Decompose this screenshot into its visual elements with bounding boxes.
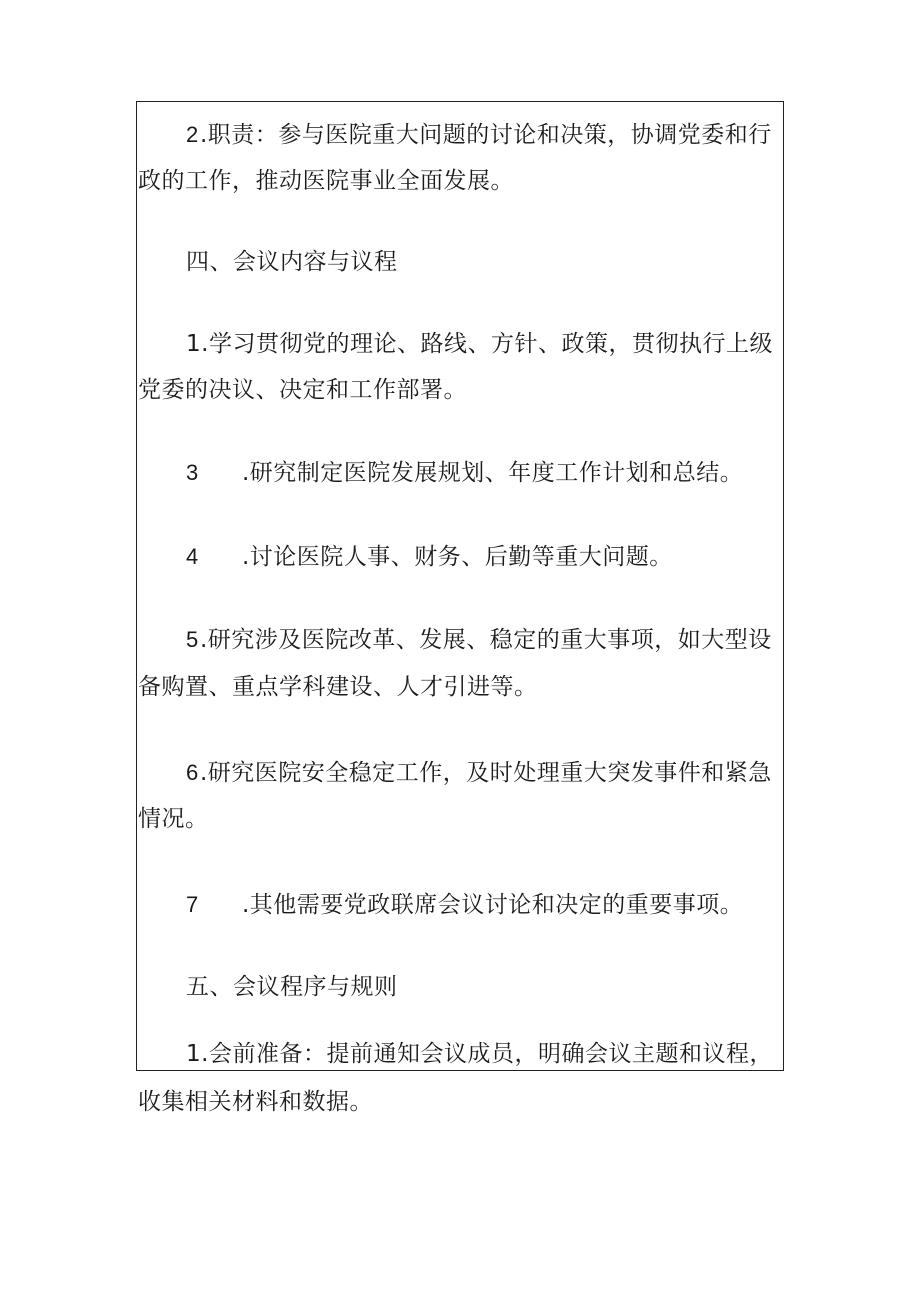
rule-1-line-2: 收集相关材料和数据。 <box>138 1089 373 1115</box>
agenda-item-3 <box>186 458 743 488</box>
agenda-item-6-line-2: 情况。 <box>138 806 209 832</box>
agenda-item-5-line-2: 备购置、重点学科建设、人才引进等。 <box>138 674 538 700</box>
item-text: .讨论医院人事、财务、后勤等重大问题。 <box>242 544 673 570</box>
item-text: .职责：参与医院重大问题的讨论和决策，协调党委和行 <box>200 122 772 148</box>
item-number: 3 <box>186 460 199 485</box>
section-heading-5: 五、会议程序与规则 <box>186 974 398 1000</box>
item-text: .研究制定医院发展规划、年度工作计划和总结。 <box>242 460 744 486</box>
item-number: 7 <box>186 892 199 917</box>
item-number: 4 <box>186 544 199 569</box>
rule-1-line-1: 1.会前准备：提前通知会议成员，明确会议主题和议程， <box>186 1041 773 1067</box>
item-text: .其他需要党政联席会议讨论和决定的重要事项。 <box>242 892 744 918</box>
agenda-item-4 <box>186 542 673 572</box>
item-number: 6 <box>186 760 199 785</box>
item-number: 2 <box>186 122 199 147</box>
responsibility-line-1 <box>186 120 772 150</box>
agenda-item-5-line-1 <box>186 625 772 655</box>
agenda-item-1-line-1: 1.学习贯彻党的理论、路线、方针、政策，贯彻执行上级 <box>186 331 773 357</box>
agenda-item-1-line-2: 党委的决议、决定和工作部署。 <box>138 377 467 403</box>
item-text: .研究涉及医院改革、发展、稳定的重大事项，如大型设 <box>200 627 772 653</box>
item-text: .研究医院安全稳定工作，及时处理重大突发事件和紧急 <box>200 760 772 786</box>
agenda-item-6-line-1 <box>186 758 772 788</box>
responsibility-line-2: 政的工作，推动医院事业全面发展。 <box>138 168 514 194</box>
section-heading-4: 四、会议内容与议程 <box>186 249 398 275</box>
agenda-item-7 <box>186 890 743 920</box>
item-number: 5 <box>186 627 199 652</box>
